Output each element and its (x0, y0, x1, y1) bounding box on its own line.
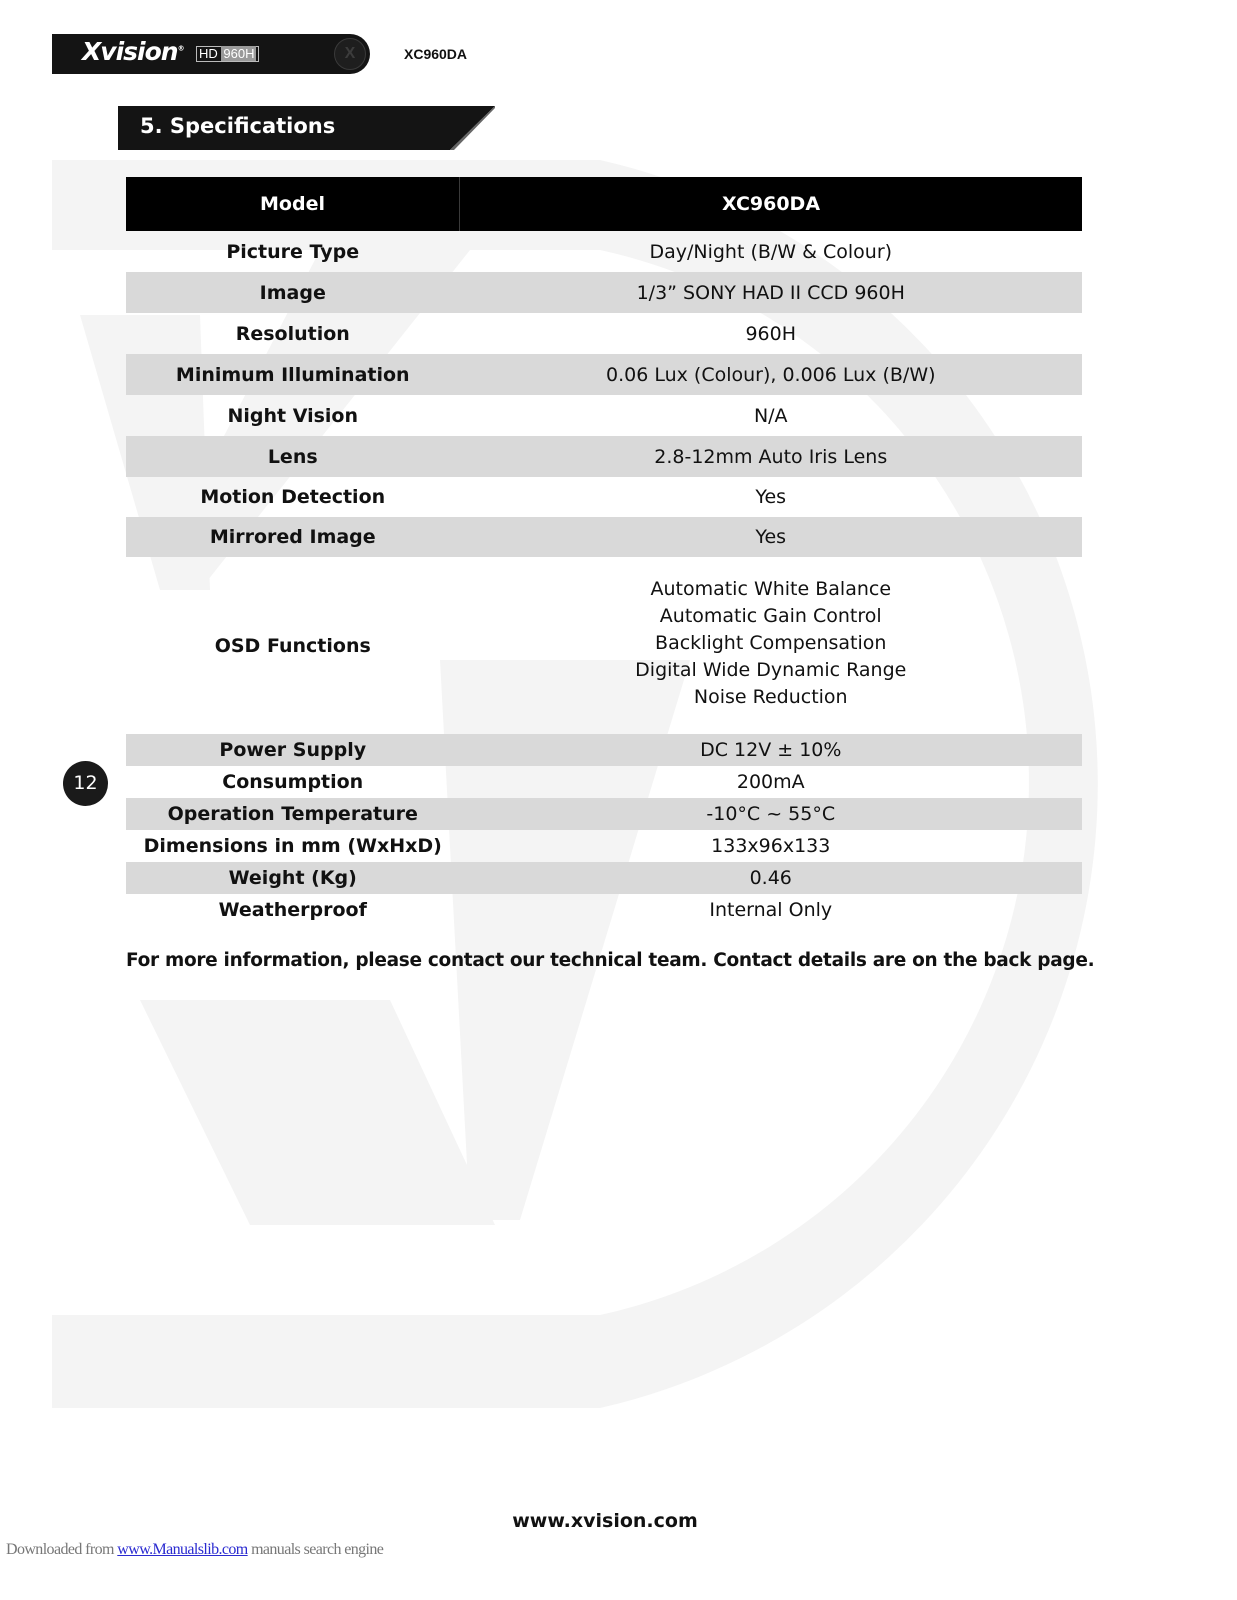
osd-function-item: Automatic Gain Control (659, 605, 882, 627)
spec-label: Image (126, 272, 460, 313)
specifications-table (126, 177, 1082, 926)
hd-resolution: 960H (223, 46, 255, 61)
footer-website: www.xvision.com (512, 1510, 698, 1532)
header-model-label: Model (126, 177, 460, 231)
spec-value: -10°C ~ 55°C (460, 798, 1083, 830)
spec-value: 2.8-12mm Auto Iris Lens (460, 436, 1083, 477)
table-header-row (126, 177, 1082, 231)
brand-logo: Xvision® (82, 37, 184, 66)
page-number: 12 (63, 761, 108, 806)
table-row (126, 517, 1082, 557)
table-row (126, 354, 1082, 395)
spec-value: Yes (460, 517, 1083, 557)
spec-value: 0.06 Lux (Colour), 0.006 Lux (B/W) (460, 354, 1083, 395)
table-row (126, 395, 1082, 436)
table-row (126, 798, 1082, 830)
table-row (126, 557, 1082, 734)
spec-value: 1/3” SONY HAD II CCD 960H (460, 272, 1083, 313)
header-bar (52, 34, 370, 74)
spec-label: Power Supply (126, 734, 460, 766)
header-model-value: XC960DA (460, 177, 1083, 231)
hd-badge (196, 46, 259, 62)
spec-value: N/A (753, 404, 788, 427)
osd-function-item: Noise Reduction (693, 686, 848, 708)
table-row (126, 313, 1082, 354)
spec-value: DC 12V ± 10% (460, 734, 1083, 766)
header-model-code: XC960DA (404, 46, 468, 62)
spec-value: 200mA (736, 771, 805, 793)
spec-label: Operation Temperature (126, 798, 460, 830)
download-attribution (6, 1541, 383, 1559)
manualslib-link[interactable]: www.Manualslib.com (117, 1541, 248, 1558)
spec-label: Dimensions in mm (WxHxD) (143, 835, 442, 857)
table-row (126, 272, 1082, 313)
spec-label: Motion Detection (200, 486, 386, 508)
table-row (126, 830, 1082, 862)
table-row (126, 734, 1082, 766)
spec-label: Weight (Kg) (126, 862, 460, 894)
spec-value: 133x96x133 (711, 835, 831, 857)
spec-value-list (460, 557, 1083, 734)
spec-value: 0.46 (460, 862, 1083, 894)
table-row (126, 231, 1082, 272)
table-row (126, 862, 1082, 894)
download-suffix: manuals search engine (251, 1541, 384, 1558)
osd-function-item: Backlight Compensation (655, 632, 887, 654)
spec-label: Night Vision (227, 404, 359, 427)
spec-label: Weatherproof (218, 899, 367, 921)
spec-value: Yes (755, 486, 787, 508)
spec-label: Lens (126, 436, 460, 477)
table-row (126, 894, 1082, 926)
spec-label: Consumption (222, 771, 364, 793)
x-circle-icon: X (334, 38, 366, 70)
spec-value: Day/Night (B/W & Colour) (649, 240, 893, 263)
osd-function-item: Digital Wide Dynamic Range (635, 659, 907, 681)
spec-label: Minimum Illumination (126, 354, 460, 395)
section-title: 5. Specifications (140, 114, 336, 138)
section-banner (118, 106, 496, 150)
download-prefix: Downloaded from (6, 1541, 114, 1558)
hd-label: HD (199, 46, 218, 61)
spec-value: 960H (745, 322, 797, 345)
table-row (126, 477, 1082, 517)
spec-label: OSD Functions (214, 634, 371, 657)
brand-name: Xvision (82, 37, 178, 66)
contact-note: For more information, please contact our technical team. Contact details are on the back page. (126, 950, 1095, 971)
spec-label: Resolution (235, 322, 350, 345)
osd-function-item: Automatic White Balance (650, 578, 892, 600)
spec-label: Picture Type (226, 240, 360, 263)
spec-value: Internal Only (709, 899, 833, 921)
table-row (126, 766, 1082, 798)
table-row (126, 436, 1082, 477)
spec-label: Mirrored Image (126, 517, 460, 557)
